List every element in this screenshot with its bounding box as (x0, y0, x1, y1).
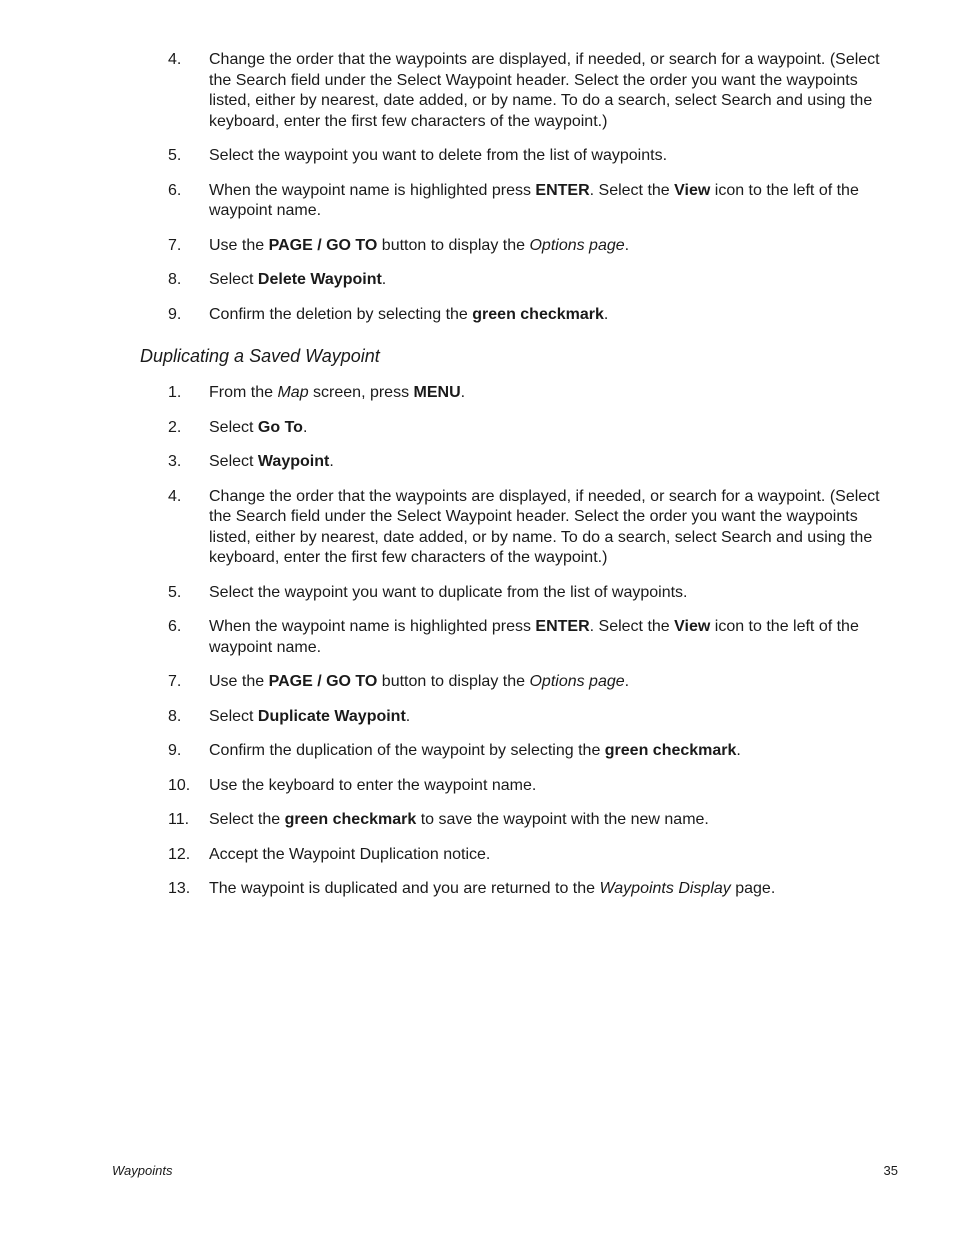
bold-term: ENTER (535, 618, 590, 635)
text-run: Select (209, 707, 258, 725)
step-text (209, 306, 608, 323)
bold-term: MENU (413, 384, 461, 401)
step-text (209, 811, 709, 828)
text-run: . (302, 418, 308, 436)
step-text (209, 584, 687, 601)
list-item (168, 707, 903, 728)
text-run: Select the (209, 811, 285, 828)
text-run: When the waypoint name is highlighted press (209, 618, 536, 635)
bold-term: Go To (257, 418, 303, 436)
text-run: Use the keyboard to enter the waypoint name. (209, 776, 537, 794)
italic-term: Waypoints Display (599, 880, 731, 897)
duplicate-waypoint-steps (168, 383, 903, 914)
step-number: 8. (168, 271, 182, 288)
step-number: 9. (168, 742, 182, 759)
text-run: screen, press (308, 384, 414, 401)
step-number: 4. (168, 51, 182, 68)
list-item (168, 810, 903, 831)
bold-term: Waypoint (257, 453, 330, 470)
step-number: 4. (168, 487, 182, 505)
text-run: . (736, 742, 741, 759)
step-number: 11. (168, 811, 190, 828)
list-item (168, 879, 903, 900)
step-number: 6. (168, 181, 182, 199)
text-run: When the waypoint name is highlighted press (209, 181, 536, 199)
text-run: . (460, 384, 466, 401)
list-item (168, 50, 903, 132)
text-run: Confirm the deletion by selecting the (209, 305, 473, 323)
text-run: . (329, 453, 334, 470)
step-number: 13. (168, 880, 191, 897)
list-item (168, 236, 903, 257)
list-item (168, 270, 903, 291)
text-run: Change the order that the waypoints are displayed, if needed, or search for a waypoint. (Select the Search field under the Select Waypoint header. Select the order you want the waypoints listed, either by nearest, date added, or by name. To do a search, select Search and using the keyboard, enter the first few characters of the waypoint.) (209, 51, 880, 130)
italic-term: Options page (529, 673, 625, 690)
step-text (209, 182, 859, 220)
step-text (209, 777, 536, 794)
section-heading: Duplicating a Saved Waypoint (140, 346, 380, 366)
list-item (168, 383, 903, 404)
bold-term: PAGE / GO TO (268, 236, 378, 254)
text-run: Select the waypoint you want to duplicate from the list of waypoints. (209, 583, 688, 601)
delete-waypoint-steps (168, 50, 903, 339)
step-number: 1. (168, 384, 182, 401)
step-text (209, 147, 667, 164)
step-text (209, 673, 629, 690)
text-run: button to display the (377, 673, 530, 690)
step-number: 8. (168, 707, 182, 725)
list-item (168, 741, 903, 762)
step-number: 12. (168, 845, 191, 863)
step-text (209, 453, 334, 470)
footer-page-number: 35 (883, 1163, 898, 1178)
step-number: 6. (168, 618, 182, 635)
step-text (209, 618, 859, 656)
bold-term: Duplicate Waypoint (257, 707, 406, 725)
text-run: The waypoint is duplicated and you are returned to the (209, 880, 600, 897)
text-run: . Select the (589, 181, 675, 199)
step-number: 5. (168, 583, 182, 601)
step-text (209, 708, 410, 725)
step-text (209, 51, 880, 130)
step-text (209, 419, 307, 436)
list-item (168, 418, 903, 439)
step-number: 2. (168, 418, 182, 436)
list-item (168, 617, 903, 658)
text-run: Accept the Waypoint Duplication notice. (209, 845, 491, 863)
list-item (168, 845, 903, 866)
text-run: Select the waypoint you want to delete from the list of waypoints. (209, 147, 668, 164)
text-run: Change the order that the waypoints are displayed, if needed, or search for a waypoint. (Select the Search field under the Select Waypoint header. Select the order you want the waypoints listed, either by nearest, date added, or by name. To do a search, select Search and using the keyboard, enter the first few characters of the waypoint.) (209, 487, 880, 566)
text-run: Select (209, 271, 258, 288)
text-run: Select (209, 453, 258, 470)
step-number: 7. (168, 673, 182, 690)
text-run: . (405, 707, 411, 725)
step-number: 7. (168, 236, 182, 254)
text-run: . (624, 236, 630, 254)
text-run: . (603, 305, 609, 323)
step-text (209, 237, 629, 254)
list-item (168, 452, 903, 473)
list-item (168, 583, 903, 604)
text-run: icon to the left of the waypoint name. (209, 181, 859, 219)
step-text (209, 384, 465, 401)
text-run: page. (730, 880, 776, 897)
text-run: Select (209, 418, 258, 436)
step-text (209, 880, 775, 897)
list-item (168, 776, 903, 797)
text-run: . (381, 271, 387, 288)
footer-section-name: Waypoints (112, 1163, 173, 1178)
text-run: Confirm the duplication of the waypoint by selecting the (209, 742, 605, 759)
step-text (209, 271, 386, 288)
bold-term: green checkmark (604, 742, 737, 759)
text-run: Use the (209, 236, 269, 254)
text-run: From the (209, 384, 278, 401)
bold-term: PAGE / GO TO (268, 673, 378, 690)
step-number: 9. (168, 305, 182, 323)
step-text (209, 846, 490, 863)
text-run: icon to the left of the waypoint name. (209, 618, 859, 656)
bold-term: green checkmark (472, 305, 604, 323)
bold-term: View (674, 181, 711, 199)
italic-term: Options page (529, 236, 625, 254)
bold-term: ENTER (535, 181, 590, 199)
list-item (168, 487, 903, 569)
list-item (168, 181, 903, 222)
step-number: 10. (168, 776, 191, 794)
list-item (168, 146, 903, 167)
list-item (168, 305, 903, 326)
step-number: 5. (168, 147, 182, 164)
text-run: to save the waypoint with the new name. (416, 811, 709, 828)
bold-term: green checkmark (284, 811, 417, 828)
text-run: Use the (209, 673, 269, 690)
step-number: 3. (168, 453, 182, 470)
text-run: . (624, 673, 630, 690)
text-run: button to display the (377, 236, 530, 254)
italic-term: Map (277, 384, 309, 401)
list-item (168, 672, 903, 693)
bold-term: View (674, 618, 711, 635)
step-text (209, 488, 880, 567)
step-text (209, 742, 741, 759)
bold-term: Delete Waypoint (257, 271, 382, 288)
text-run: . Select the (589, 618, 675, 635)
